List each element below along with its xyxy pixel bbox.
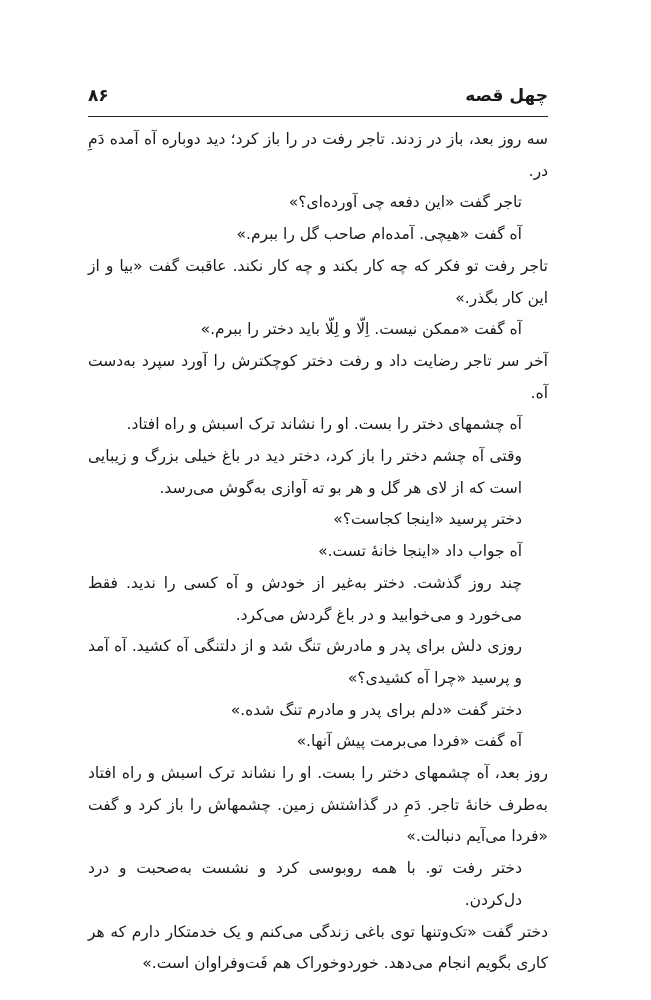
paragraph: آه چشمهای دختر را بست. او را نشاند ترک اسبش و راه افتاد. [126, 415, 522, 434]
page-number: ۸۶ [88, 86, 109, 106]
paragraph: چند روز گذشت. دختر به‌غیر از خودش و آه کسی را ندید. فقط می‌خورد و می‌خوابید و در باغ گردش می‌کرد. [88, 573, 522, 624]
paragraph: وقتی آه چشم دختر را باز کرد، دختر دید در باغ خیلی بزرگ و زیبایی است که از لای هر گل و هر بو ته آوازی به‌گوش می‌رسد. [88, 447, 522, 497]
paragraph: روزی دلش برای پدر و مادرش تنگ شد و از دلتنگی آه کشید. آه آمد و پرسید «چرا آه کشیدی؟» [88, 637, 522, 687]
paragraph: دختر گفت «دلم برای پدر و مادرم تنگ شده.» [230, 700, 522, 719]
paragraph: دختر پرسید «اینجا کجاست؟» [333, 510, 522, 529]
paragraph: آه گفت «فردا می‌برمت پیش آنها.» [296, 732, 522, 751]
paragraph: آه گفت «هیچی. آمده‌ام صاحب گل را ببرم.» [236, 225, 522, 244]
paragraph: دختر رفت تو. با همه روبوسی کرد و نشست به‌صحبت و درد دل‌کردن. [88, 859, 522, 909]
paragraph: آه جواب داد «اینجا خانهٔ تست.» [318, 542, 522, 561]
page-body [88, 124, 548, 980]
paragraph: آخر سر تاجر رضایت داد و رفت دختر کوچکترش را آورد سپرد به‌دست آه. [88, 351, 548, 402]
paragraph: دختر گفت «تک‌وتنها توی باغی زندگی می‌کنم و یک خدمتکار دارم که هر کاری بگویم انجام می‌دهد. خوردوخوراک هم فَت‌وفراوان است.» [88, 922, 548, 973]
paragraph: آه گفت «ممکن نیست. اِلّا و لِلّا باید دختر را ببرم.» [200, 320, 522, 339]
paragraph: تاجر گفت «این دفعه چی آورده‌ای؟» [288, 193, 522, 212]
paragraph: سه روز بعد، باز در زدند. تاجر رفت در را باز کرد؛ دید دوباره آه آمده دَمِ در. [88, 130, 548, 180]
paragraph: روز بعد، آه چشمهای دختر را بست. او را نشاند ترک اسبش و راه افتاد به‌طرف خانهٔ تاجر. دَمِ در گذاشتش زمین. چشمهاش را باز کرد و گفت «فردا می‌آیم دنبالت.» [88, 764, 548, 846]
paragraph: تاجر رفت تو فکر که چه کار بکند و چه کار نکند. عاقبت گفت «بیا و از این کار بگذر.» [88, 256, 548, 307]
header-rule [88, 116, 548, 117]
page-header [88, 86, 548, 112]
running-title: چهل قصه [465, 86, 548, 106]
